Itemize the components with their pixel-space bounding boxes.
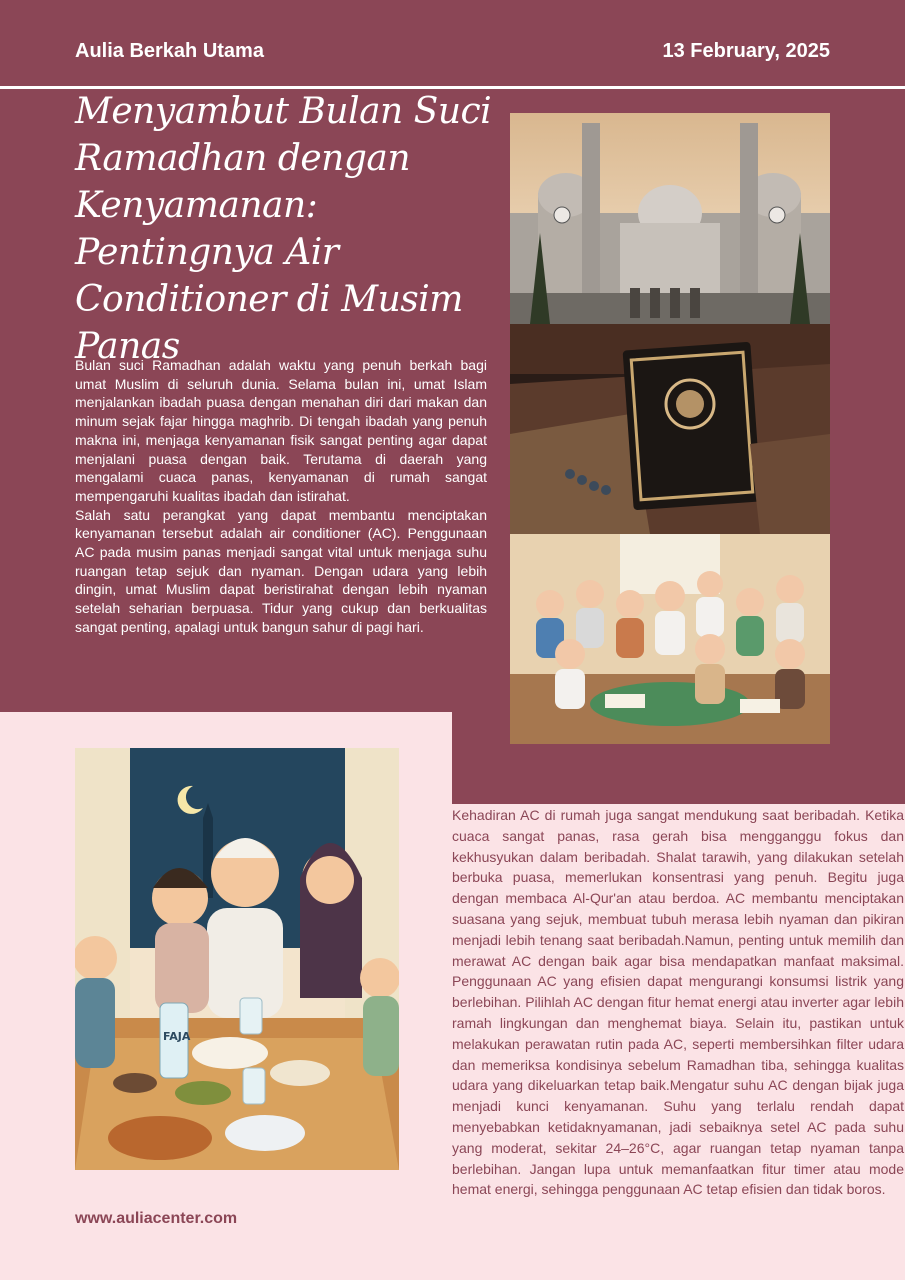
paragraph: Salah satu perangkat yang dapat membantu menciptakan kenyamanan tersebut adalah air conditioner (AC). Penggunaan AC pada musim panas menjadi sangat vital untuk menjaga suhu ruangan tetap sejuk dan nyaman. Dengan udara yang lebih dingin, umat Muslim dapat beristirahat dengan lebih nyaman setelah seharian berpuasa. Tidur yang cukup dan berkualitas sangat penting, apalagi untuk bangun sahur di pagi hari. (75, 506, 487, 635)
family-iftar-illustration (75, 748, 399, 1170)
paragraph: Kehadiran AC di rumah juga sangat mendukung saat beribadah. Ketika cuaca sangat panas, rasa gerah bisa mengganggu fokus dan kekhusyukan dalam beribadah. Shalat tarawih, yang dilakukan setelah berbuka puasa, memerlukan konsentrasi yang penuh. Begitu juga dengan membaca Al-Qur'an atau berdoa. AC membantu menciptakan suasana yang sejuk, membuat tubuh merasa lebih nyaman dan pikiran menjadi lebih tenang saat beribadah.Namun, penting untuk memilih dan merawat AC dengan baik agar bisa mendapatkan manfaat maksimal. Penggunaan AC yang efisien dapat mengurangi konsumsi listrik yang berlebihan. Pilihlah AC dengan fitur hemat energi atau inverter agar lebih ramah lingkungan dan menghemat biaya. Selain itu, pastikan untuk melakukan perawatan rutin pada AC, seperti membersihkan filter udara dan memeriksa kondisinya sebelum Ramadhan tiba, sehingga kualitas udara yang dikeluarkan tetap baik.Mengatur suhu AC dengan bijak juga menjadi kunci kenyamanan. Suhu yang terlalu rendah dapat menyebabkan ketidaknyamanan, jadi sebaiknya setel AC pada suhu yang moderat, sekitar 24–26°C, agar ruangan tetap nyaman tanpa berlebihan. Jangan lupa untuk memanfaatkan fitur timer atau mode hemat energi, sehingga penggunaan AC tetap efisien dan tidak boros. (452, 807, 904, 1198)
publish-date: 13 February, 2025 (662, 39, 830, 62)
bottle-label: FAJA (163, 1030, 191, 1043)
quran-photo (510, 324, 830, 534)
brand-name: Aulia Berkah Utama (75, 39, 264, 62)
kids-reading-photo (510, 534, 830, 744)
header (75, 36, 830, 66)
footer-website[interactable]: www.auliacenter.com (75, 1210, 238, 1227)
article-body-right (452, 805, 904, 1200)
paragraph: Bulan suci Ramadhan adalah waktu yang penuh berkah bagi umat Muslim di seluruh dunia. Selama bulan ini, umat Islam menjalankan ibadah puasa dengan menahan diri dari makan dan minum sejak fajar hingga maghrib. Di tengah ibadah yang penuh makna ini, menjaga kenyamanan fisik sangat penting agar dapat menjalani puasa dengan baik. Terutama di daerah yang mengalami cuaca panas, kenyamanan di rumah sangat mempengaruhi kualitas ibadah dan istirahat. (75, 357, 487, 504)
mosque-photo (510, 113, 830, 324)
article-body-left (75, 356, 487, 637)
article-title: Menyambut Bulan Suci Ramadhan dengan Kenyamanan: Pentingnya Air Conditioner di Musim Panas (75, 91, 492, 367)
